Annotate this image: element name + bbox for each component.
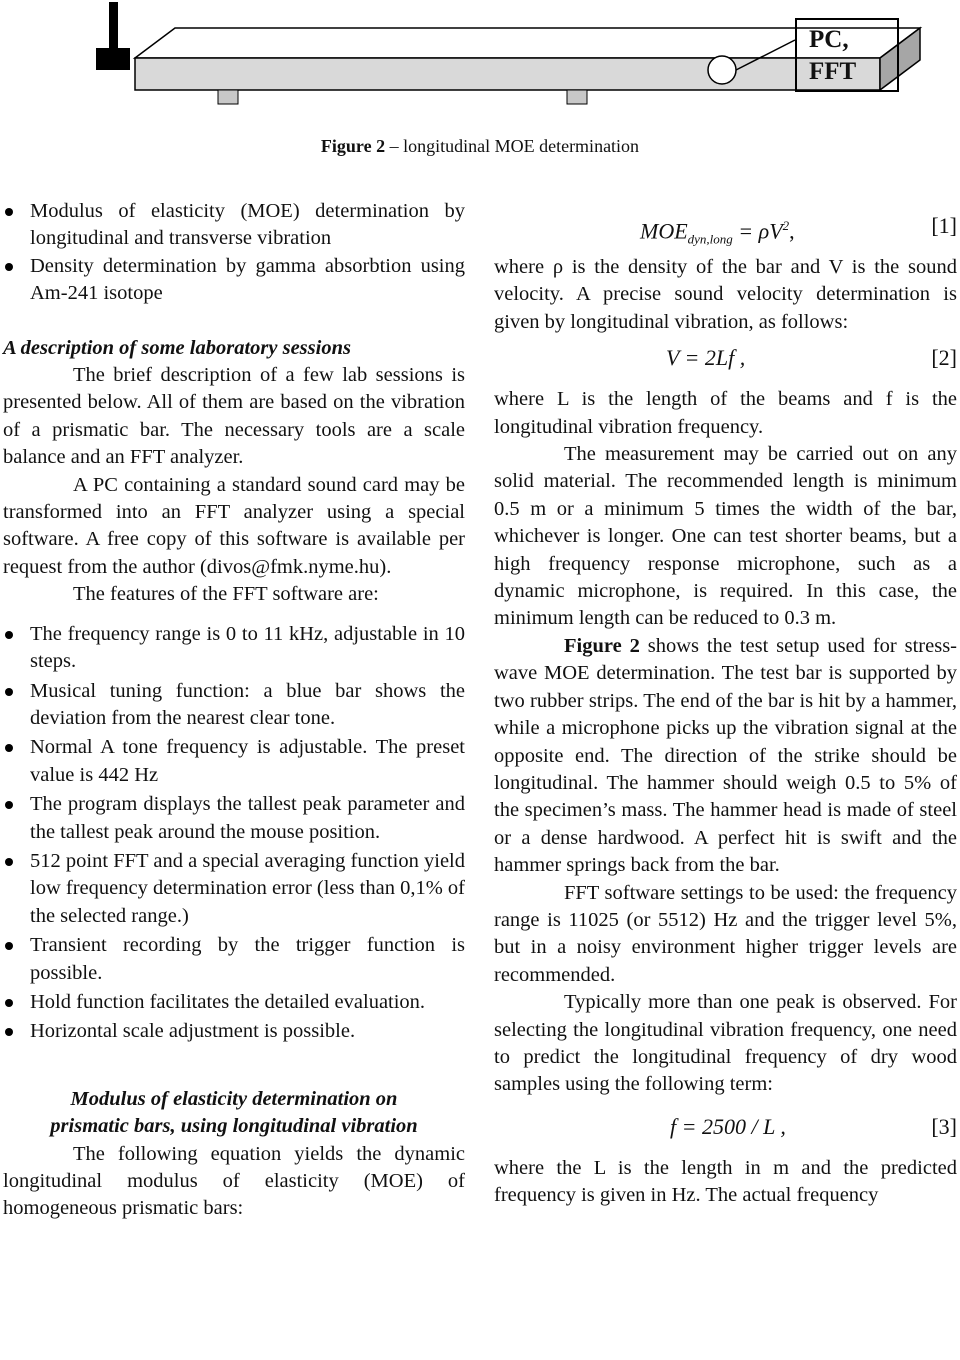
list-item: Hold function facilitates the detailed evaluation. [3, 989, 465, 1016]
equation-3-body: f = 2500 / L , [670, 1113, 786, 1139]
rubber-support-left [218, 90, 238, 104]
section-heading: prismatic bars, using longitudinal vibration [50, 1115, 418, 1138]
equation-1-superscript: 2 [782, 218, 790, 233]
equation-number: [2] [931, 345, 957, 371]
equation-1-rhs: = ρV [732, 218, 783, 244]
features-list [3, 621, 465, 1046]
paragraph: The measurement may be carried out on any solid material. The recommended length is minimum 0.5 m or a minimum 5 times the width of the bar, whichever is longer. One can test shorter beams, but a high frequency response microphone, such as a dynamic microphone, is required. In this case, the minimum length can be reduced to 0.3 m. [494, 443, 957, 630]
equation-number: [1] [931, 213, 957, 238]
pc-fft-box [795, 18, 899, 92]
microphone [708, 56, 736, 84]
left-column [3, 198, 465, 1223]
paragraph [494, 633, 957, 880]
bar-front-face [135, 58, 880, 90]
paragraph-text: shows the test setup used for stress-wave MOE determination. The test bar is supported by two rubber strips. The end of the bar is hit by a hammer, while a microphone picks up the vibration signal at the opposite end. The direction of the strike should be longitudinal. The hammer should weigh 0.5 to 5% of the specimen’s mass. The hammer head is made of steel or a dense hardwood. A perfect hit is swift and the hammer springs back from the bar. [494, 634, 957, 877]
paragraph: where the L is the length in m and the predicted frequency is given in Hz. The actual frequency [494, 1156, 957, 1207]
list-item: Transient recording by the trigger function is possible. [3, 932, 465, 987]
list-item: The frequency range is 0 to 11 kHz, adjustable in 10 steps. [3, 621, 465, 676]
equation-1-tail: , [789, 218, 795, 244]
list-item: Density determination by gamma absorbtion using Am-241 isotope [3, 253, 465, 308]
paragraph: The following equation yields the dynamic longitudinal modulus of elasticity (MOE) of homogeneous prismatic bars: [3, 1142, 465, 1220]
equation-3 [494, 1113, 957, 1155]
paragraph: The features of the FFT software are: [73, 583, 379, 606]
pc-label: PC, [809, 26, 849, 53]
rubber-support-right [567, 90, 587, 104]
fft-label: FFT [809, 58, 857, 85]
paragraph: The brief description of a few lab sessions is presented below. All of them are based on the vibration of a prismatic bar. The necessary tools are a scale balance and an FFT analyzer. [3, 364, 465, 469]
figure-caption-text: – longitudinal MOE determination [385, 136, 640, 156]
right-column [494, 212, 957, 1210]
equation-number: [3] [931, 1113, 957, 1139]
test-setup-figure [0, 0, 960, 130]
paragraph: A PC containing a standard sound card may be transformed into an FFT analyzer using a special software. A free copy of this software is available per request from the author (divos@fmk.nyme.hu). [3, 473, 465, 578]
paragraph: FFT software settings to be used: the frequency range is 11025 (or 5512) Hz and the trigger level 5%, but in a noisy environment higher trigger levels are recommended. [494, 881, 957, 986]
hammer-handle [109, 2, 118, 54]
list-item: 512 point FFT and a special averaging function yield low frequency determination error (less than 0,1% of the selected range.) [3, 848, 465, 930]
section-heading: A description of some laboratory sessions [3, 336, 351, 359]
top-bullet-list [3, 198, 465, 308]
list-item: Normal A tone frequency is adjustable. The preset value is 442 Hz [3, 734, 465, 789]
equation-2 [494, 344, 957, 386]
paragraph: where L is the length of the beams and f is the longitudinal vibration frequency. [494, 388, 957, 438]
figure-caption [0, 136, 960, 157]
equation-1-lhs: MOE [640, 218, 688, 244]
figure-caption-label: Figure 2 [320, 136, 386, 156]
paragraph: where ρ is the density of the bar and V is the sound velocity. A precise sound velocity determination is given by longitudinal vibration, as follows: [494, 256, 957, 333]
figure-reference: Figure 2 [564, 634, 640, 657]
list-item: Musical tuning function: a blue bar shows the deviation from the nearest clear tone. [3, 678, 465, 733]
equation-1-subscript: dyn,long [687, 231, 733, 247]
section-heading: Modulus of elasticity determination on [70, 1087, 398, 1110]
hammer-head [96, 48, 130, 70]
list-item: Modulus of elasticity (MOE) determination by longitudinal and transverse vibration [3, 198, 465, 253]
equation-2-body: V = 2Lf , [666, 345, 746, 371]
paragraph: Typically more than one peak is observed. For selecting the longitudinal vibration frequency, one need to predict the longitudinal frequency of dry wood samples using the following term: [494, 991, 957, 1096]
equation-1 [494, 212, 957, 254]
list-item: The program displays the tallest peak parameter and the tallest peak around the mouse position. [3, 791, 465, 846]
list-item: Horizontal scale adjustment is possible. [3, 1018, 465, 1045]
